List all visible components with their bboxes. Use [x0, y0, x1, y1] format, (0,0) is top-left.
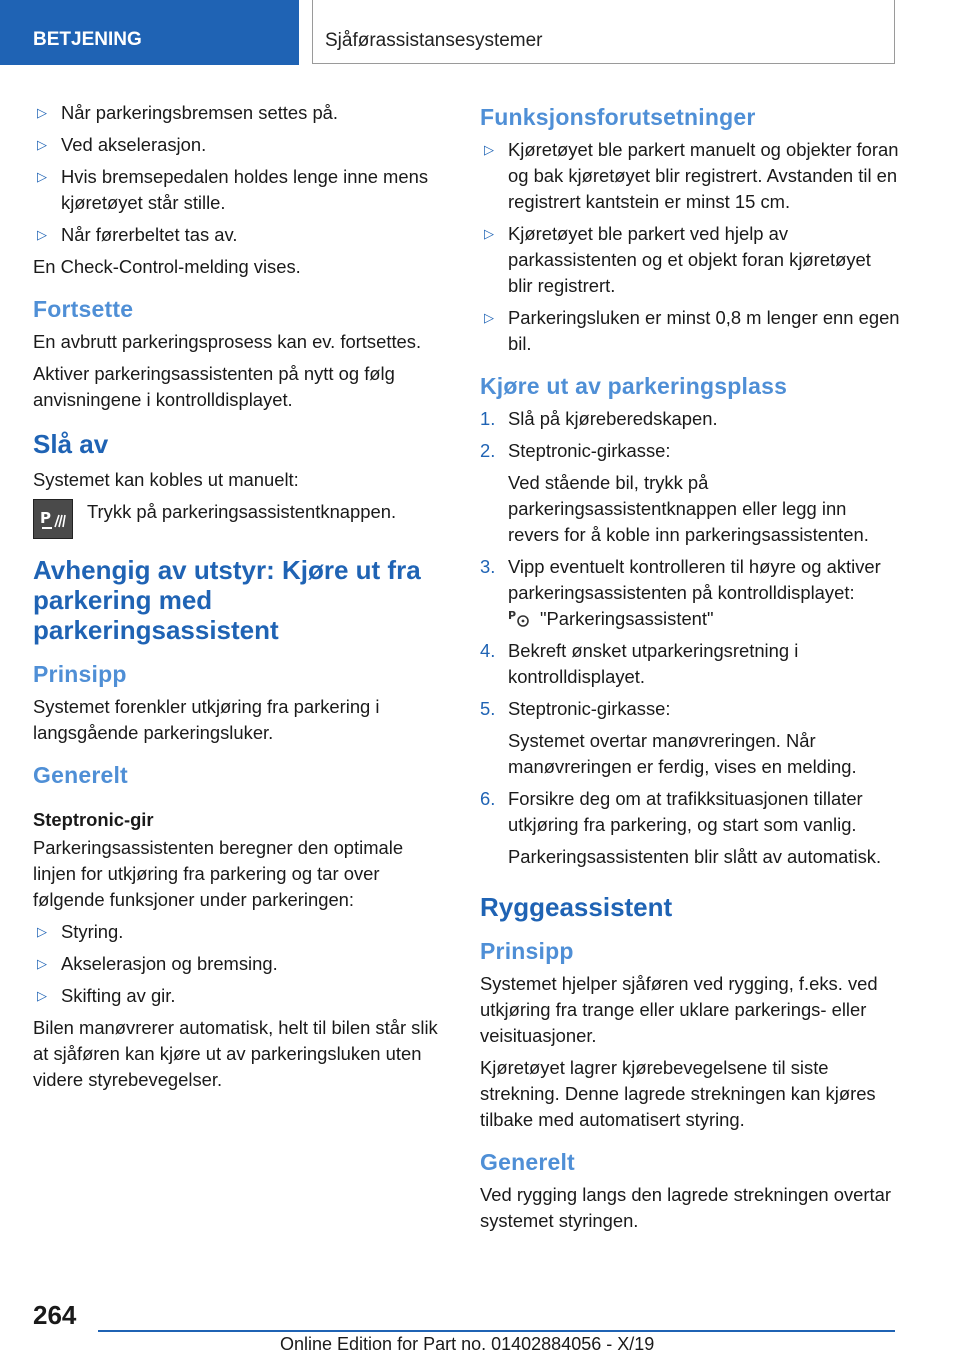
check-control-text: En Check-Control-melding vises. — [33, 256, 301, 277]
paragraph: En avbrutt parkeringsprosess kan ev. fortsettes. — [33, 331, 422, 352]
icon-instruction — [33, 499, 449, 539]
step-number: 6. — [480, 788, 496, 809]
list-item: ▷ Hvis bremsepedalen holdes lenge inne mens kjøretøyet står stille. — [33, 164, 449, 216]
left-column — [33, 100, 449, 1099]
paragraph: Ved rygging langs den lagrede strekningen overtar systemet styringen. — [480, 1184, 891, 1231]
bullet-marker: ▷ — [37, 988, 47, 1003]
menu-item-label: "Parkeringsassistent" — [540, 608, 714, 629]
step-item: 4. Bekreft ønsket utparkeringsretning i kontrolldisplayet. — [480, 638, 900, 690]
step-continuation: Parkeringsassistenten blir slått av automatisk. — [508, 846, 882, 867]
bullet-marker: ▷ — [37, 227, 47, 242]
paragraph: Bilen manøvrerer automatisk, helt til bilen står slik at sjåføren kan kjøre ut av parkeringsluken uten videre styrebevegelser. — [33, 1017, 438, 1090]
icon-instruction-text: Trykk på parkeringsassistentknappen. — [87, 501, 397, 522]
bullet-marker: ▷ — [484, 310, 494, 325]
list-item: ▷ Kjøretøyet ble parkert manuelt og objekter foran og bak kjøretøyet blir registrert. Avstanden til en registrert kantstein er minst 15 cm. — [480, 137, 900, 215]
heading-avhengig: Avhengig av utstyr: Kjøre ut fra parkering med parkeringsassistent — [33, 555, 421, 645]
heading-generelt: Generelt — [480, 1149, 575, 1175]
heading-sla-av: Slå av — [33, 429, 109, 459]
bullet-marker: ▷ — [37, 956, 47, 971]
paragraph: Systemet forenkler utkjøring fra parkering i langsgående parkeringsluker. — [33, 696, 380, 743]
section-tab — [0, 0, 299, 65]
heading-fortsette: Fortsette — [33, 296, 134, 322]
heading-funksjon: Funksjonsforutsetninger — [480, 104, 756, 130]
bullet-marker: ▷ — [37, 169, 47, 184]
step-number: 3. — [480, 556, 496, 577]
parking-assistant-button-icon — [33, 499, 73, 539]
list-item: ▷ Kjøretøyet ble parkert ved hjelp av parkassistenten og et objekt foran kjøretøyet blir registrert. — [480, 221, 900, 299]
paragraph: Systemet hjelper sjåføren ved rygging, f.eks. ved utkjøring fra trange eller uklare parkerings- eller veisituasjoner. — [480, 973, 878, 1046]
step-item: 6. Forsikre deg om at trafikksituasjonen tillater utkjøring fra parkering, og start som vanlig. — [480, 786, 900, 838]
paragraph: Systemet kan kobles ut manuelt: — [33, 469, 299, 490]
footer-divider — [98, 1330, 895, 1332]
chapter-tab — [312, 0, 895, 64]
list-item: ▷ Akselerasjon og bremsing. — [33, 951, 449, 977]
list-item: ▷ Skifting av gir. — [33, 983, 449, 1009]
step-number: 4. — [480, 640, 496, 661]
page-number: 264 — [33, 1300, 77, 1330]
paragraph: Parkeringsassistenten beregner den optimale linjen for utkjøring fra parkering og tar over følgende funksjoner under parkeringen: — [33, 837, 404, 910]
bullet-marker: ▷ — [484, 142, 494, 157]
svg-text:P: P — [40, 509, 51, 527]
list-item: ▷ Når parkeringsbremsen settes på. — [33, 100, 449, 126]
heading-steptronic: Steptronic-gir — [33, 809, 154, 830]
svg-text:P: P — [508, 609, 517, 622]
right-column — [480, 100, 900, 1240]
bullet-marker: ▷ — [37, 924, 47, 939]
step-number: 1. — [480, 408, 496, 429]
list-item: ▷ Når førerbeltet tas av. — [33, 222, 449, 248]
step-continuation: Systemet overtar manøvreringen. Når manøvreringen er ferdig, vises en melding. — [508, 730, 857, 777]
section-label: BETJENING — [33, 29, 142, 50]
step-number: 2. — [480, 440, 496, 461]
step-item: 1. Slå på kjøreberedskapen. — [480, 406, 900, 432]
step-number: 5. — [480, 698, 496, 719]
paragraph: Aktiver parkeringsassistenten på nytt og følg anvisningene i kontrolldisplayet. — [33, 363, 395, 410]
bullet-marker: ▷ — [37, 105, 47, 120]
heading-generelt: Generelt — [33, 762, 128, 788]
bullet-marker: ▷ — [484, 226, 494, 241]
heading-kjore-ut: Kjøre ut av parkeringsplass — [480, 373, 788, 399]
step-continuation: Ved stående bil, trykk på parkeringsassistentknappen eller legg inn revers for å koble inn parkeringsassistenten. — [508, 472, 869, 545]
bullet-marker: ▷ — [37, 137, 47, 152]
step-item: 2. Steptronic-girkasse: — [480, 438, 900, 464]
heading-prinsipp: Prinsipp — [33, 661, 127, 687]
chapter-label: Sjåførassistansesystemer — [325, 30, 543, 51]
step-item: 3. Vipp eventuelt kontrolleren til høyre og aktiver parkeringsassistenten på kontrolldisplayet: P "Parkeringsassistent" — [480, 554, 900, 632]
list-item: ▷ Styring. — [33, 919, 449, 945]
step-item: 5. Steptronic-girkasse: — [480, 696, 900, 722]
list-item: ▷ Parkeringsluken er minst 0,8 m lenger enn egen bil. — [480, 305, 900, 357]
parking-assistant-menu-icon — [508, 608, 530, 628]
footer-edition: Online Edition for Part no. 01402884056 - X/19 — [280, 1334, 655, 1354]
heading-prinsipp: Prinsipp — [480, 938, 574, 964]
heading-ryggeassistent: Ryggeassistent — [480, 892, 673, 922]
paragraph: Kjøretøyet lagrer kjørebevegelsene til siste strekning. Denne lagrede strekningen kan kjøres tilbake med automatisert styring. — [480, 1057, 876, 1130]
list-item: ▷ Ved akselerasjon. — [33, 132, 449, 158]
